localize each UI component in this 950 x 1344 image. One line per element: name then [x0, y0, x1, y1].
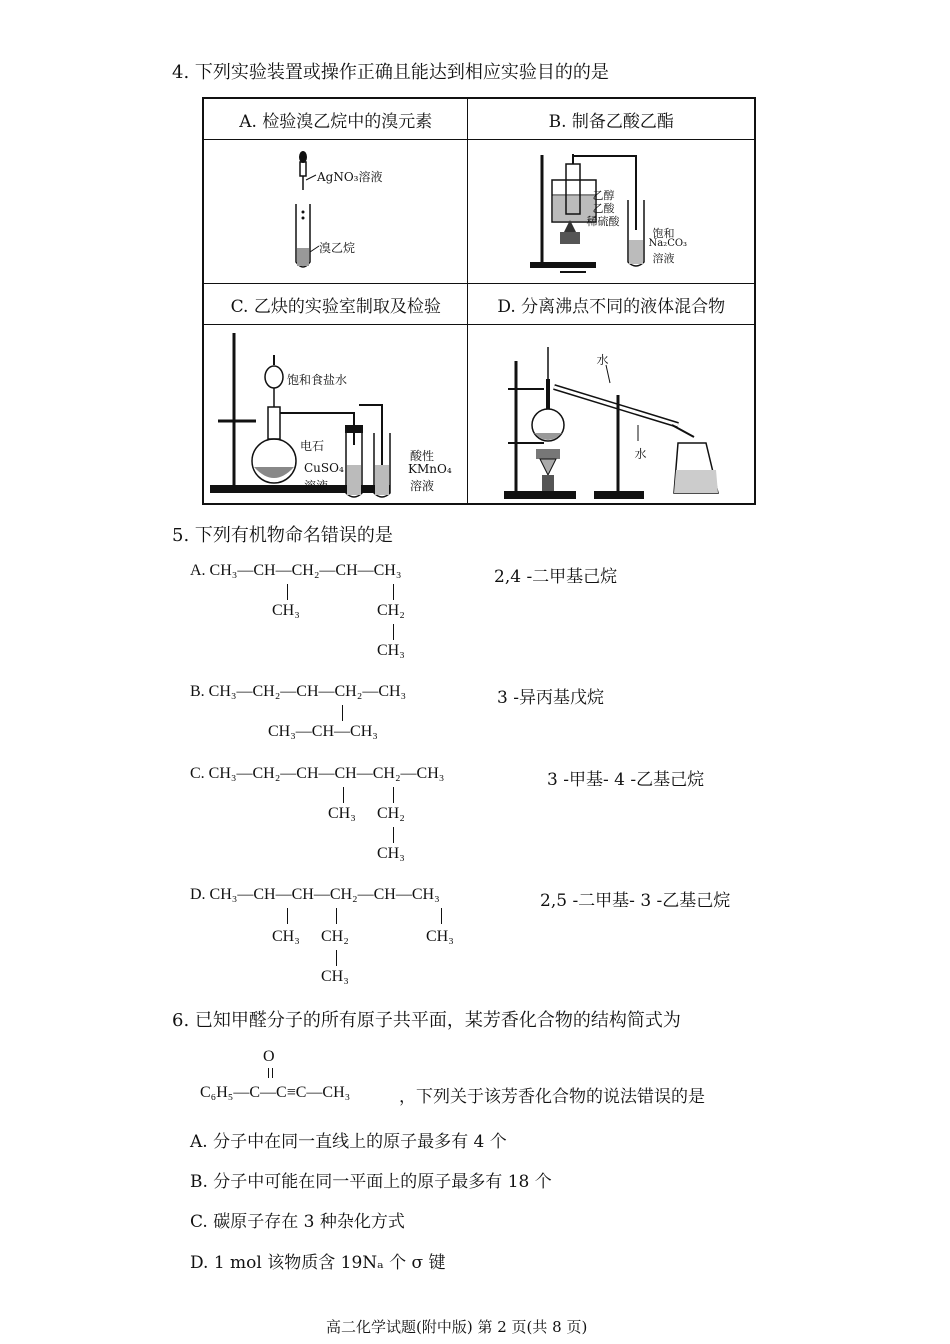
q6-stem-tail: ，下列关于该芳香化合物的说法错误的是	[399, 1087, 705, 1107]
q5-c-sub-methyl: CH₃	[328, 805, 356, 822]
q5-a-sub-ch2: CH₂	[377, 602, 405, 619]
q4-a-figure	[203, 140, 468, 284]
q6-option-d: D. 1 mol 该物质含 19Nₐ 个 σ 键	[190, 1253, 446, 1273]
acetylene-apparatus-diagram	[204, 325, 480, 503]
label-solution-c2: 溶液	[410, 479, 435, 493]
q5-d-name: 2,5 -二甲基- 3 -乙基己烷	[540, 891, 731, 911]
label-acidic: 酸性	[410, 449, 435, 463]
label-saturated: 饱和	[652, 227, 675, 240]
q5-c-name: 3 -甲基- 4 -乙基己烷	[547, 770, 705, 790]
q5-b-sub-isopropyl: CH₃—CH—CH₃	[268, 723, 378, 740]
q5-d-formula: D. CH₃—CH—CH—CH₂—CH—CH₃	[190, 886, 440, 903]
dropper-testtube-diagram	[204, 140, 480, 283]
label-acetic-acid: 乙酸	[592, 202, 615, 215]
q4-stem: 4. 下列实验装置或操作正确且能达到相应实验目的的是	[172, 62, 609, 83]
q6-option-a: A. 分子中在同一直线上的原子最多有 4 个	[190, 1132, 507, 1152]
q5-b-name: 3 -异丙基戊烷	[497, 688, 604, 708]
q6-option-b: B. 分子中可能在同一平面上的原子最多有 18 个	[190, 1172, 552, 1192]
label-water-out: 水	[596, 353, 609, 367]
label-dilute-h2so4: 稀硫酸	[586, 215, 620, 228]
q6-oxygen-atom: O	[263, 1048, 275, 1065]
label-saline: 饱和食盐水	[287, 373, 348, 387]
label-kmno4: KMnO₄	[408, 462, 452, 476]
q4-d-figure	[468, 325, 755, 505]
q5-d-sub-ch2: CH₂	[321, 928, 349, 945]
label-agno3: AgNO₃溶液	[317, 170, 383, 184]
q5-c-formula: C. CH₃—CH₂—CH—CH—CH₂—CH₃	[190, 765, 445, 782]
q4-c-title: C. 乙炔的实验室制取及检验	[203, 284, 468, 325]
q4-a-title: A. 检验溴乙烷中的溴元素	[203, 98, 468, 140]
label-cuso4: CuSO₄	[304, 461, 344, 475]
page-footer: 高二化学试题(附中版) 第 2 页(共 8 页)	[326, 1318, 588, 1336]
q5-d-sub-ch3: CH₃	[321, 968, 349, 985]
q6-stem: 6. 已知甲醛分子的所有原子共平面，某芳香化合物的结构简式为	[172, 1010, 681, 1031]
q6-formula: C₆H₅—C—C≡C—CH₃	[200, 1084, 351, 1101]
q5-d-sub-methyl1: CH₃	[272, 928, 300, 945]
label-na2co3: Na₂CO₃	[648, 238, 688, 249]
q5-a-formula: A. CH₃—CH—CH₂—CH—CH₃	[190, 562, 402, 579]
label-solution-c1: 溶液	[304, 479, 329, 493]
q5-d-sub-methyl2: CH₃	[426, 928, 454, 945]
q6-option-c: C. 碳原子存在 3 种杂化方式	[190, 1212, 405, 1232]
q5-c-sub-ch3: CH₃	[377, 845, 405, 862]
q4-b-figure	[468, 140, 755, 284]
label-bromoethane: 溴乙烷	[319, 241, 356, 255]
q5-a-sub-methyl: CH₃	[272, 602, 300, 619]
q5-b-formula: B. CH₃—CH₂—CH—CH₂—CH₃	[190, 683, 407, 700]
q5-stem: 5. 下列有机物命名错误的是	[172, 525, 393, 546]
q5-a-name: 2,4 -二甲基己烷	[494, 567, 618, 587]
q4-c-figure	[203, 325, 468, 505]
q4-b-title: B. 制备乙酸乙酯	[468, 98, 755, 140]
label-calcium-carbide: 电石	[300, 439, 325, 453]
label-ethanol: 乙醇	[592, 189, 615, 202]
label-water-in: 水	[634, 447, 647, 461]
q5-a-sub-ch3: CH₃	[377, 642, 405, 659]
q4-experiment-table	[202, 97, 756, 505]
q5-c-sub-ch2: CH₂	[377, 805, 405, 822]
q4-d-title: D. 分离沸点不同的液体混合物	[468, 284, 755, 325]
label-solution-b: 溶液	[652, 252, 675, 265]
